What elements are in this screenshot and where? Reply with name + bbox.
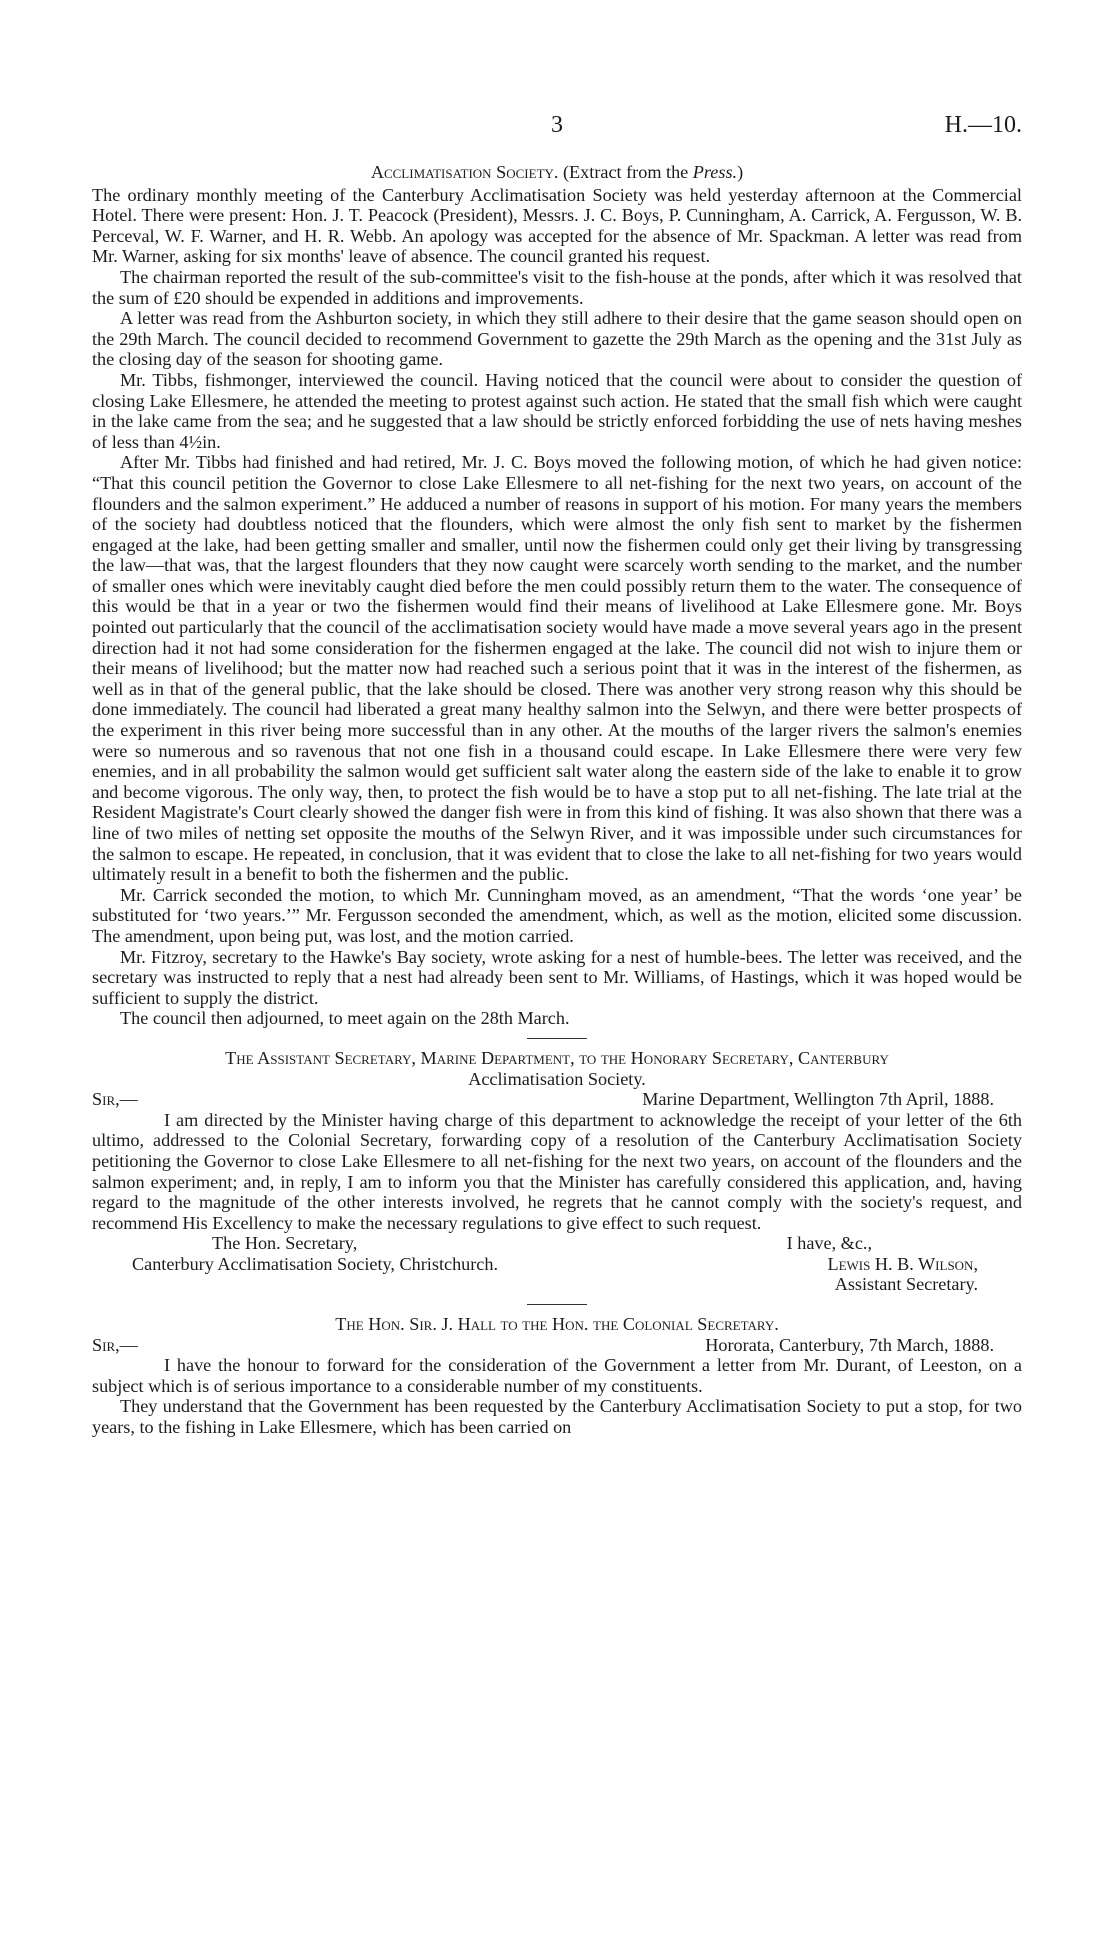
article-title-source: Press.	[692, 162, 738, 182]
letter1-signature-row3	[92, 1274, 1022, 1295]
letter1-salutation-row	[92, 1089, 1022, 1110]
letter1-signature-row	[92, 1233, 1022, 1254]
article-paragraph: The ordinary monthly meeting of the Canterbury Acclimatisation Society was held yesterday afternoon at the Commercial Hotel. There were present: Hon. J. T. Peacock (President), Messrs. J. C. Boys, P. Cunningham, A. Carrick, A. Fergusson, W. B. Perceval, W. F. Warner, and H. R. Webb. An apology was accepted for the absence of Mr. Spackman. A letter was read from Mr. Warner, asking for six months' leave of absence. The council granted his request.	[92, 184, 1022, 267]
letter2-paragraph: I have the honour to forward for the consideration of the Government a letter from Mr. Durant, of Leeston, on a subject which is of serious importance to a considerable number of my constituents.	[92, 1355, 1022, 1396]
article-paragraph: The council then adjourned, to meet again on the 28th March.	[120, 1008, 570, 1029]
article-title-close: )	[737, 162, 744, 182]
article-paragraph: The chairman reported the result of the sub-committee's visit to the fish-house at the ponds, after which it was resolved that the sum of £20 should be expended in additions and improvements.	[92, 266, 1022, 308]
letter1-signature-row2	[92, 1254, 1022, 1275]
letter1-heading: The Assistant Secretary, Marine Department, to the Honorary Secretary, Canterbury	[225, 1047, 889, 1068]
article-paragraph: Mr. Carrick seconded the motion, to which Mr. Cunningham moved, as an amendment, “That the words ‘one year’ be substituted for ‘two years.’” Mr. Fergusson seconded the amendment, which, as well as the motion, elicited some discussion. The amendment, upon being put, was lost, and the motion carried.	[92, 884, 1022, 946]
letter1-signer-name: Lewis H. B. Wilson,	[827, 1253, 978, 1274]
letter1-address: Marine Department, Wellington 7th April, 1888.	[642, 1089, 994, 1110]
article-title-society: Acclimatisation Society.	[370, 162, 559, 182]
letter2-salutation: Sir,—	[92, 1334, 138, 1355]
article-paragraph: Mr. Tibbs, fishmonger, interviewed the council. Having noticed that the council were about to consider the question of closing Lake Ellesmere, he attended the meeting to protest against such action. He stated that the small fish which were caught in the lake came from the sea; and he suggested that a law should be strictly enforced forbidding the use of nets having meshes of less than 4½in.	[92, 369, 1022, 452]
article-paragraph: A letter was read from the Ashburton society, in which they still adhere to their desire that the game season should open on the 29th March. The council decided to recommend Government to gazette the 29th March as the opening and the 31st July as the closing day of the season for shooting game.	[92, 308, 1022, 370]
page-body	[92, 162, 1022, 1438]
section-divider	[527, 1304, 587, 1305]
article-paragraph: After Mr. Tibbs had finished and had retired, Mr. J. C. Boys moved the following motion, of which he had given notice: “That this council petition the Governor to close Lake Ellesmere to all net-fishing for the next two years, on account of the flounders and the salmon experiment.” He adduced a number of reasons in support of his motion. For many years the members of the society had doubtless noticed that the flounders, which were almost the only fish sent to market by the fishermen engaged at the lake, had been getting smaller and smaller, until now the fishermen could only get their living by transgressing the law—that was, that the largest flounders that they now caught were scarcely worth sending to the market, and the number of smaller ones which were inevitably caught died before the men could possibly return them to the water. The consequence of this would be that in a year or two the fishermen would find their means of livelihood at Lake Ellesmere gone. Mr. Boys pointed out particularly that the council of the acclimatisation society would have made a move several years ago in the present direction had it not had some consideration for the fishermen engaged at the lake. The council did not wish to injure them or their means of livelihood; but the matter now had reached such a serious point that it was in the interest of the fishermen, as well as in that of the general public, that the lake should be closed. There was another very strong reason why this should be done immediately. The council had liberated a great many healthy salmon into the Selwyn, and there were better prospects of the experiment in this river being more successful than in any other. At the mouths of the larger rivers the salmon's enemies were so numerous and so ravenous that not one fish in a thousand could escape. In Lake Ellesmere there were very few enemies, and in all probability the salmon would get sufficient salt water along the eastern side of the lake to enable it to grow and become vigorous. The only way, then, to protect the fish would be to have a stop put to all net-fishing. The late trial at the Resident Magistrate's Court clearly showed the danger fish were in from this kind of fishing. It was also shown that there was a line of two miles of netting set opposite the mouths of the Selwyn River, and it was impossible under such circumstances for the salmon to escape. He repeated, in conclusion, that it was evident that to close the lake to all net-fishing for two years would ultimately result in a benefit to both the fishermen and the public.	[92, 452, 1022, 885]
letter2-address: Hororata, Canterbury, 7th March, 1888.	[705, 1334, 994, 1355]
article-title-extract: (Extract from the	[558, 162, 693, 182]
article-title	[92, 162, 1022, 183]
letter1-signer-title: Assistant Secretary.	[834, 1274, 978, 1295]
section-divider	[527, 1038, 587, 1039]
page-header	[92, 112, 1022, 142]
letter1-signer	[827, 1254, 1022, 1275]
letter2-heading: The Hon. Sir. J. Hall to the Hon. the Colonial Secretary.	[335, 1314, 779, 1335]
letter2-salutation-row	[92, 1335, 1022, 1356]
document-reference: H.—10.	[944, 112, 1022, 138]
letter1-heading-cont: Acclimatisation Society.	[468, 1068, 646, 1089]
letter1-recipient-address: Canterbury Acclimatisation Society, Christchurch.	[132, 1253, 499, 1274]
letter1-body: I am directed by the Minister having charge of this department to acknowledge the receipt of your letter of the 6th ultimo, addressed to the Colonial Secretary, forwarding copy of a resolution of the Canterbury Acclimatisation Society petitioning the Governor to close Lake Ellesmere to all net-fishing for the next two years, on account of the flounders and the salmon experiment; and, in reply, I am to inform you that the Minister has carefully considered this application, and, having regard to the magnitude of the other interests involved, he regrets that he cannot comply with the society's request, and recommend His Excellency to make the necessary regulations to give effect to such request.	[92, 1109, 1022, 1233]
page-number: 3	[551, 112, 563, 138]
letter2-paragraph: They understand that the Government has been requested by the Canterbury Acclimatisation Society to put a stop, for two years, to the fishing in Lake Ellesmere, which has been carried on	[92, 1396, 1022, 1438]
letter1-salutation: Sir,—	[92, 1089, 138, 1110]
article-paragraph: Mr. Fitzroy, secretary to the Hawke's Bay society, wrote asking for a nest of humble-bees. The letter was received, and the secretary was instructed to reply that a nest had already been sent to Mr. Williams, of Hastings, which it was hoped would be sufficient to supply the district.	[92, 946, 1022, 1008]
letter1-closing: I have, &c.,	[786, 1233, 872, 1254]
letter1-recipient: The Hon. Secretary,	[212, 1233, 358, 1254]
